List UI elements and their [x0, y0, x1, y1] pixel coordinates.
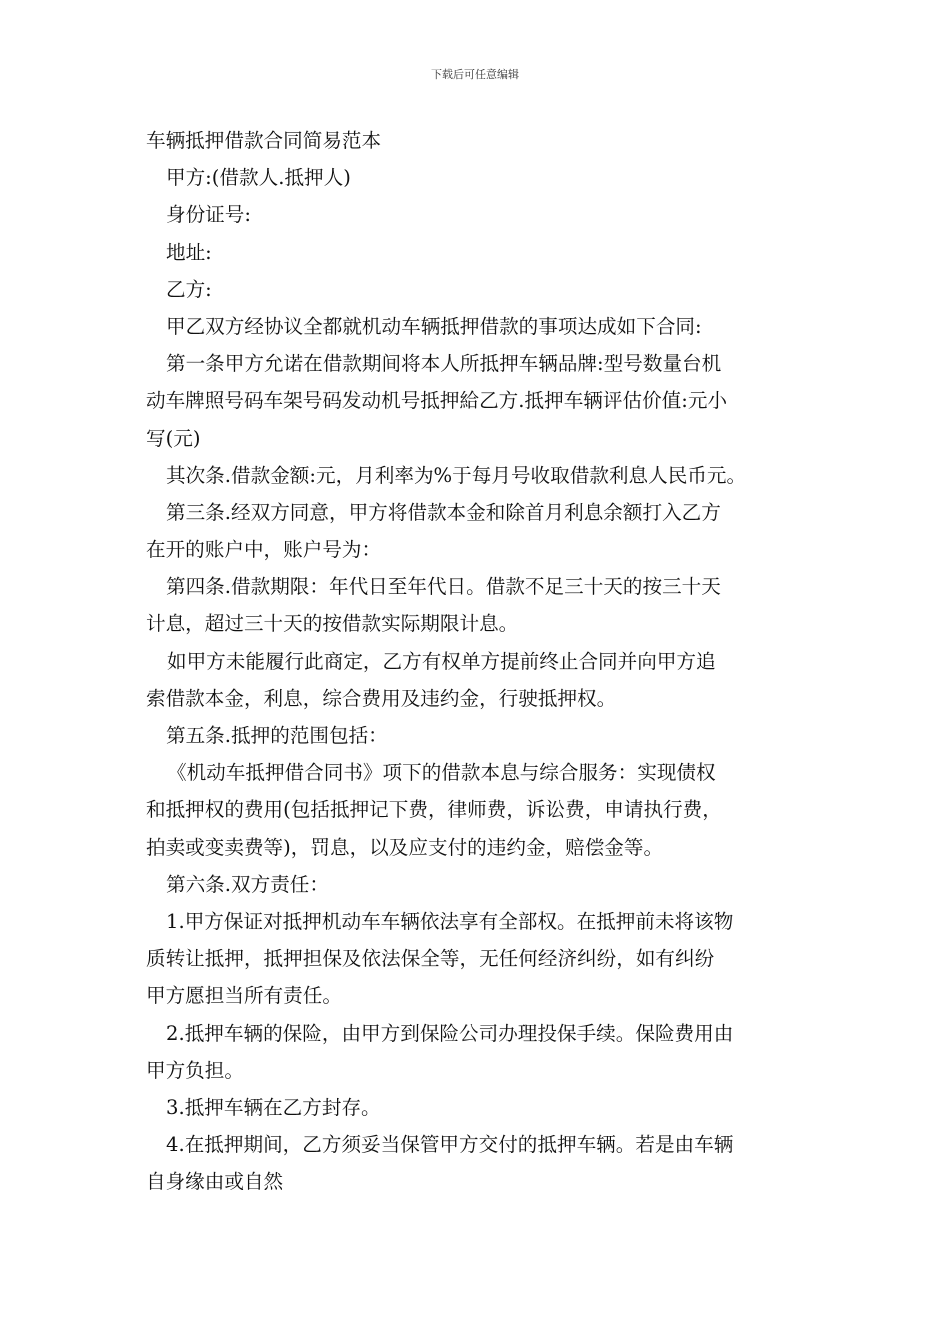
scope-line-3: 拍卖或变卖费等)，罚息，以及应支付的违约金，赔偿金等。 [146, 835, 664, 859]
breach-clause-line-1: 如甲方未能履行此商定，乙方有权单方提前终止合同并向甲方追 [167, 649, 716, 673]
party-a-line: 甲方:(借款人.抵押人) [166, 166, 351, 190]
article-4-line-2: 计息，超过三十天的按借款实际期限计息。 [146, 612, 519, 636]
article-1-line-2: 动车牌照号码车架号码发动机号抵押給乙方.抵押车辆评估价值:元小 [146, 389, 728, 413]
duty-1-line-1: 1.甲方保证对抵押机动车车辆依法享有全部权。在抵押前未将该物 [166, 909, 734, 933]
scope-line-2: 和抵押权的费用(包括抵押记下费，律师费，诉讼费，申请执行费， [146, 798, 722, 822]
article-1-line-3: 写(元) [146, 426, 201, 450]
duty-2-line-2: 甲方负担。 [146, 1058, 244, 1082]
page-header-note: 下载后可任意编辑 [431, 68, 519, 81]
duty-4-line-2: 自身缘由或自然 [146, 1170, 284, 1194]
breach-clause-line-2: 索借款本金，利息，综合费用及违约金，行驶抵押权。 [146, 686, 617, 710]
duty-1-line-2: 质转让抵押，抵押担保及依法保全等，无任何经济纠纷，如有纠纷 [146, 947, 715, 971]
duty-1-line-3: 甲方愿担当所有责任。 [146, 984, 342, 1008]
article-1-line-1: 第一条甲方允诺在借款期间将本人所抵押车辆品牌:型号数量台机 [166, 352, 722, 376]
address-line: 地址: [166, 240, 212, 264]
article-3-line-2: 在开的账户中，账户号为： [146, 538, 382, 562]
duty-2-line-1: 2.抵押车辆的保险，由甲方到保险公司办理投保手续。保险费用由 [166, 1021, 734, 1045]
duty-3-line-1: 3.抵押车辆在乙方封存。 [166, 1095, 381, 1119]
article-5-line-1: 第五条.抵押的范围包括： [166, 724, 388, 747]
scope-line-1: 《机动车抵押借合同书》项下的借款本息与综合服务：实现债权 [167, 761, 716, 785]
contract-body [146, 122, 814, 1200]
article-3-line-1: 第三条.经双方同意，甲方将借款本金和除首月利息余额打入乙方 [166, 500, 721, 524]
id-number-line: 身份证号: [166, 203, 251, 227]
preamble-line: 甲乙双方经协议全都就机动车辆抵押借款的事项达成如下合同: [166, 314, 702, 338]
party-b-line: 乙方: [166, 277, 212, 301]
duty-4-line-1: 4.在抵押期间，乙方须妥当保管甲方交付的抵押车辆。若是由车辆 [166, 1133, 734, 1157]
article-6-line-1: 第六条.双方责任： [166, 872, 329, 896]
document-title: 车辆抵押借款合同简易范本 [146, 129, 382, 152]
article-2-line-1: 其次条.借款金额:元，月利率为%于每月号收取借款利息人民币元。 [166, 463, 747, 487]
article-4-line-1: 第四条.借款期限：年代日至年代日。借款不足三十天的按三十天 [166, 575, 721, 599]
